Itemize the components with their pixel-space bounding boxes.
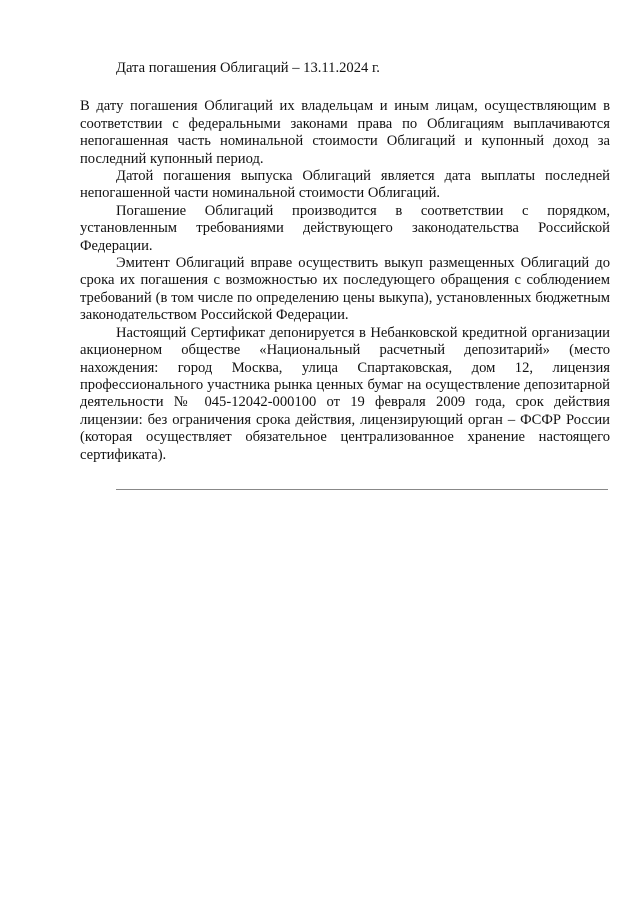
maturity-date-line: Дата погашения Облигаций – 13.11.2024 г.	[116, 60, 380, 76]
horizontal-rule	[116, 489, 608, 490]
paragraph-text: Настоящий Сертификат депонируется в Небанковской кредитной организации акционерном обществе «Национальный расчетный депозитарий» (место нахождения: город Москва, улица Спартаковская, дом 12, лицензия профессионального участника рынка ценных бумаг на осуществление депозитарной деятельности № 045-12042-000100 от 19 февраля 2009 года, срок действия лицензии: без ограничения срока действия, лицензирующий орган – ФСФР России (которая осуществляет обязательное централизованное хранение настоящего сертификата).	[80, 324, 610, 463]
paragraph-redemption-procedure	[80, 203, 610, 255]
paragraph-depository	[80, 325, 610, 464]
paragraph-text: Погашение Облигаций производится в соответствии с порядком, установленным требованиями действующего законодательства Российской Федерации.	[80, 202, 610, 254]
paragraph-maturity-definition	[80, 168, 610, 203]
paragraph-text: Эмитент Облигаций вправе осуществить выкуп размещенных Облигаций до срока их погашения с возможностью их последующего обращения с соблюдением требований (в том числе по определению цены выкупа), установленных бюджетным законодательством Российской Федерации.	[80, 255, 610, 324]
document-body	[80, 60, 610, 464]
spacer	[80, 77, 610, 98]
paragraph-buyback	[80, 255, 610, 325]
paragraph-redemption-payment	[80, 98, 610, 168]
paragraph-text: Датой погашения выпуска Облигаций является дата выплаты последней непогашенной части номинальной стоимости Облигаций.	[80, 168, 610, 202]
paragraph-text: В дату погашения Облигаций их владельцам и иным лицам, осуществляющим в соответствии с федеральными законами права по Облигациям выплачиваются непогашенная часть номинальной стоимости Облигаций и купонный доход за последний купонный период.	[80, 98, 610, 167]
